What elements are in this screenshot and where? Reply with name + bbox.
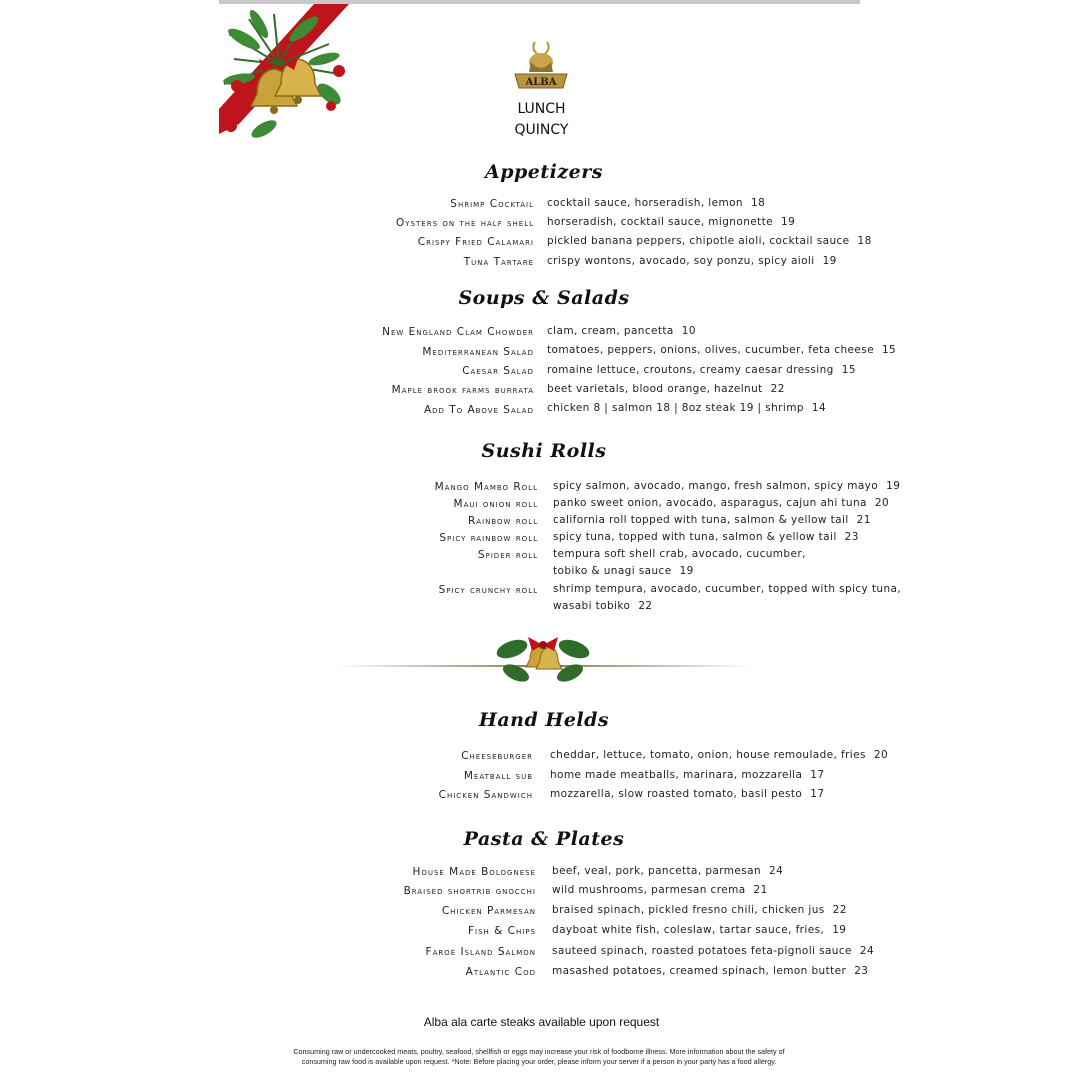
menu-item-desc: cheddar, lettuce, tomato, onion, house remoulade, fries 20 — [550, 749, 889, 761]
menu-item-price: 23 — [854, 965, 869, 977]
menu-item-name: Maui onion roll — [453, 498, 538, 510]
menu-item-name: Rainbow roll — [467, 515, 538, 527]
section-title-pasta-plates: Pasta & Plates — [463, 828, 625, 850]
section-title-soups-salads: Soups & Salads — [458, 287, 630, 309]
alba-logo-icon — [513, 38, 569, 90]
menu-item-name: Meatball sub — [463, 770, 533, 782]
menu-item-name: Spicy crunchy roll — [438, 584, 538, 596]
menu-item-price: 22 — [638, 600, 653, 612]
menu-item-desc: mozzarella, slow roasted tomato, basil pesto 17 — [550, 788, 825, 800]
menu-item-desc: crispy wontons, avocado, soy ponzu, spicy aioli 19 — [547, 255, 837, 267]
menu-item-price: 22 — [832, 904, 847, 916]
menu-item-name: New England Clam Chowder — [382, 326, 534, 338]
menu-item-desc-continued: tobiko & unagi sauce 19 — [553, 565, 694, 577]
section-title-appetizers: Appetizers — [485, 161, 603, 183]
menu-item-name: Faroe Island Salmon — [425, 946, 536, 958]
menu-item-price: 19 — [679, 565, 694, 577]
menu-item-desc: cocktail sauce, horseradish, lemon 18 — [547, 197, 766, 209]
menu-item-name: Maple brook farms burrata — [391, 384, 534, 396]
menu-item-price: 19 — [781, 216, 796, 228]
menu-item-price: 24 — [769, 865, 784, 877]
menu-item-price: 23 — [844, 531, 859, 543]
menu-item-desc: dayboat white fish, coleslaw, tartar sauce, fries, 19 — [552, 924, 847, 936]
menu-item-desc: sauteed spinach, roasted potatoes feta-pignoli sauce 24 — [552, 945, 875, 957]
menu-item-price: 18 — [751, 197, 766, 209]
menu-item-price: 21 — [856, 514, 871, 526]
menu-item-name: Add To Above Salad — [423, 404, 534, 416]
menu-item-price: 22 — [770, 383, 785, 395]
menu-item-name: Braised shortrib gnocchi — [403, 885, 536, 897]
menu-item-desc-continued: wasabi tobiko 22 — [553, 600, 653, 612]
menu-item-desc: pickled banana peppers, chipotle aioli, cocktail sauce 18 — [547, 235, 872, 247]
menu-item-name: Fish & Chips — [468, 925, 536, 937]
food-safety-disclaimer — [239, 1047, 839, 1067]
menu-item-desc: tomatoes, peppers, onions, olives, cucumber, feta cheese 15 — [547, 344, 897, 356]
menu-item-name: Cheeseburger — [461, 750, 533, 762]
menu-item-price: 21 — [753, 884, 768, 896]
holly-bells-divider-icon — [334, 629, 754, 694]
menu-item-desc: wild mushrooms, parmesan crema 21 — [552, 884, 768, 896]
menu-item-name: Chicken Sandwich — [438, 789, 533, 801]
menu-item-desc: home made meatballs, marinara, mozzarella 17 — [550, 769, 825, 781]
menu-item-desc: beet varietals, blood orange, hazelnut 22 — [547, 383, 785, 395]
menu-item-desc: chicken 8 | salmon 18 | 8oz steak 19 | shrimp 14 — [547, 402, 827, 414]
menu-item-name: Shrimp Cocktail — [450, 198, 534, 210]
menu-item-name: Caesar Salad — [462, 365, 534, 377]
logo-text: ALBA — [525, 77, 557, 88]
menu-item-price: 20 — [873, 749, 889, 761]
disclaimer-line: Consuming raw or undercooked meats, poultry, seafood, shellfish or eggs may increase your risk of foodborne illness. More information about the safety of — [293, 1047, 785, 1056]
menu-item-name: Spider roll — [477, 549, 538, 561]
menu-item-name: Mango Mambo Roll — [434, 481, 538, 493]
menu-item-price: 14 — [811, 402, 827, 414]
menu-item-name: Oysters on the half shell — [396, 217, 534, 229]
menu-item-price: 19 — [832, 924, 847, 936]
menu-page — [219, 0, 902, 1084]
menu-item-desc: california roll topped with tuna, salmon & yellow tail 21 — [553, 514, 871, 526]
steaks-note: Alba ala carte steaks available upon request — [423, 1015, 660, 1029]
menu-item-desc: spicy salmon, avocado, mango, fresh salmon, spicy mayo 19 — [553, 480, 901, 492]
menu-item-price: 17 — [810, 788, 825, 800]
menu-item-name: Mediterranean Salad — [422, 346, 534, 358]
christmas-bells-decoration-icon — [219, 4, 354, 144]
menu-item-price: 20 — [874, 497, 890, 509]
menu-item-name: House Made Bolognese — [412, 866, 536, 878]
disclaimer-line: consuming raw food is available upon request. *Note: Before placing your order, please inform your server if a person in your party has a food allergy. — [301, 1057, 777, 1066]
meal-title: LUNCH — [517, 101, 566, 117]
menu-item-price: 18 — [857, 235, 872, 247]
menu-item-name: Spicy rainbow roll — [439, 532, 538, 544]
menu-item-price: 10 — [681, 325, 696, 337]
section-title-hand-helds: Hand Helds — [478, 709, 610, 731]
section-title-sushi-rolls: Sushi Rolls — [481, 440, 607, 462]
menu-item-desc: braised spinach, pickled fresno chili, chicken jus 22 — [552, 904, 847, 916]
menu-item-price: 17 — [810, 769, 825, 781]
menu-item-desc: masashed potatoes, creamed spinach, lemon butter 23 — [552, 965, 869, 977]
menu-item-name: Atlantic Cod — [465, 966, 536, 978]
menu-item-desc: clam, cream, pancetta 10 — [547, 325, 696, 337]
menu-item-price: 19 — [822, 255, 837, 267]
menu-item-desc: romaine lettuce, croutons, creamy caesar dressing 15 — [547, 364, 856, 376]
menu-item-desc: shrimp tempura, avocado, cucumber, topped with spicy tuna, — [553, 583, 902, 595]
menu-item-desc: tempura soft shell crab, avocado, cucumber, — [553, 548, 806, 560]
menu-item-name: Crispy Fried Calamari — [417, 236, 534, 248]
menu-item-name: Tuna Tartare — [463, 256, 534, 268]
menu-item-name: Chicken Parmesan — [441, 905, 536, 917]
menu-item-price: 19 — [886, 480, 901, 492]
menu-item-price: 15 — [881, 344, 897, 356]
menu-item-desc: spicy tuna, topped with tuna, salmon & yellow tail 23 — [553, 531, 859, 543]
menu-item-desc: horseradish, cocktail sauce, mignonette 19 — [547, 216, 796, 228]
menu-item-price: 15 — [841, 364, 856, 376]
menu-item-desc: beef, veal, pork, pancetta, parmesan 24 — [552, 865, 784, 877]
menu-item-desc: panko sweet onion, avocado, asparagus, cajun ahi tuna 20 — [553, 497, 890, 509]
location-title: QUINCY — [514, 122, 569, 138]
menu-item-price: 24 — [859, 945, 875, 957]
